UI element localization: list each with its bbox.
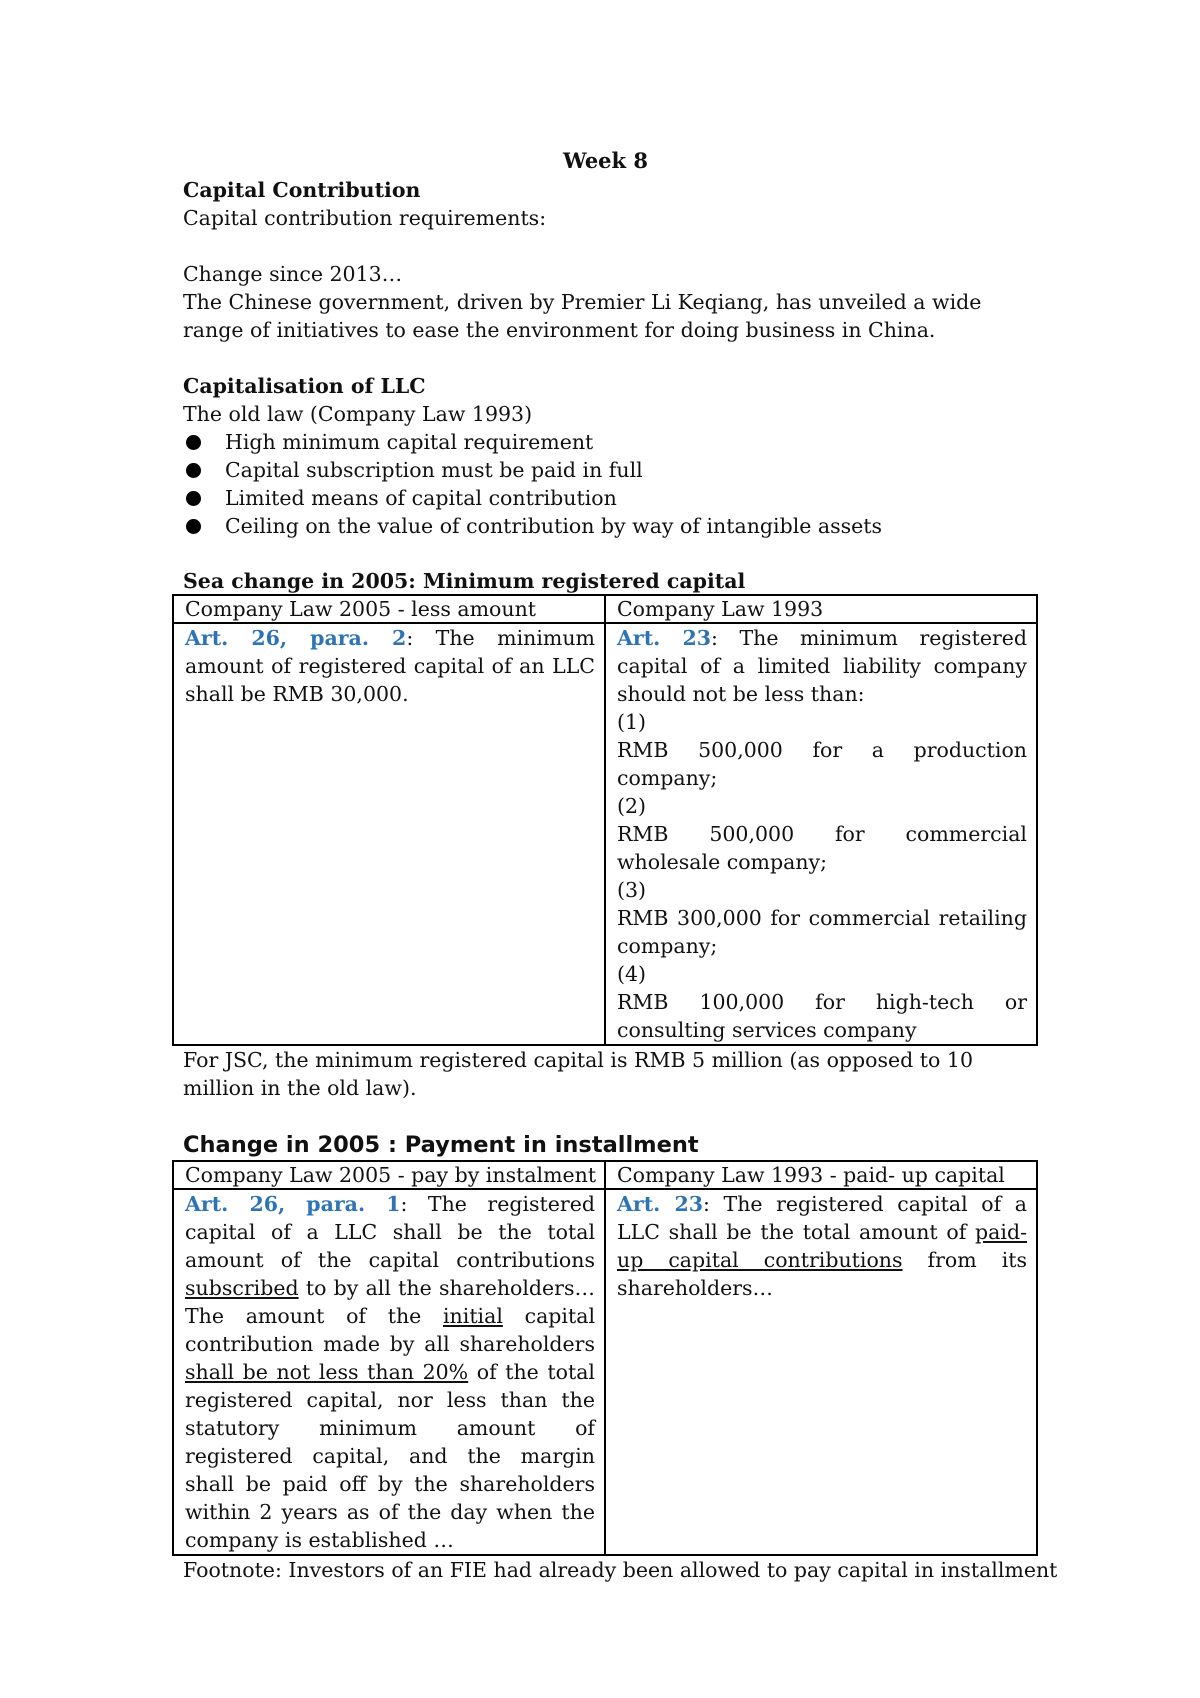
jsc-note: For JSC, the minimum registered capital is RMB 5 million (as opposed to 10 million in the old law).	[183, 1048, 973, 1100]
item-text: RMB 500,000 for a production company;	[617, 738, 1027, 790]
item-text: RMB 300,000 for commercial retailing company;	[617, 906, 1027, 958]
page-title: Week 8	[562, 148, 649, 173]
bullet-text: Ceiling on the value of contribution by way of intangible assets	[225, 514, 883, 538]
bullet-text: Capital subscription must be paid in full	[225, 458, 643, 482]
table-row	[173, 623, 1037, 1045]
underlined-term: subscribed	[185, 1276, 299, 1300]
header-cell-1993: Company Law 1993 - paid- up capital	[605, 1161, 1037, 1189]
section-heading-capital-contribution: Capital Contribution	[183, 178, 421, 202]
old-law-intro: The old law (Company Law 1993)	[183, 402, 533, 426]
footnote: Footnote: Investors of an FIE had already been allowed to pay capital in installment	[183, 1558, 1058, 1582]
spacer	[183, 1102, 1028, 1130]
article-reference: Art. 26, para. 2	[185, 626, 407, 650]
spacer	[183, 540, 1028, 568]
underlined-term: paid-up capital contributions	[617, 1220, 1027, 1272]
bullet-icon	[186, 463, 201, 478]
article-text: : The registered capital of a LLC shall be the total amount of	[617, 1192, 1027, 1244]
underlined-term: initial	[443, 1304, 503, 1328]
minimum-capital-table	[172, 594, 1038, 1046]
document-page	[183, 146, 1058, 1584]
bullet-icon	[186, 519, 201, 534]
article-text: of the total registered capital, nor less than the statutory minimum amount of registered capital, and the margin shall be paid off by the shareholders within 2 years as of the day when the company is established …	[185, 1360, 595, 1552]
item-number: (2)	[617, 794, 647, 818]
list-item	[183, 428, 1028, 456]
item-text: RMB 100,000 for high-tech or consulting services company	[617, 990, 1027, 1042]
spacer	[183, 344, 1028, 372]
item-number: (1)	[617, 710, 647, 734]
item-number: (4)	[617, 962, 647, 986]
section-heading-capitalisation: Capitalisation of LLC	[183, 374, 426, 398]
subheading-requirements: Capital contribution requirements:	[183, 206, 547, 230]
header-cell-1993: Company Law 1993	[605, 595, 1037, 623]
spacer	[183, 232, 1028, 260]
installment-table	[172, 1160, 1038, 1556]
bullet-text: High minimum capital requirement	[225, 430, 594, 454]
list-item	[183, 484, 1028, 512]
article-reference: Art. 26, para. 1	[185, 1192, 401, 1216]
item-number: (3)	[617, 878, 647, 902]
header-cell-2005: Company Law 2005 - less amount	[173, 595, 605, 623]
table-row	[173, 1189, 1037, 1555]
bullet-icon	[186, 435, 201, 450]
article-text: capital contribution made by all shareholders	[185, 1304, 595, 1356]
cell-2005-text	[173, 1189, 605, 1555]
list-item	[183, 456, 1028, 484]
underlined-term: shall be not less than 20%	[185, 1360, 469, 1384]
cell-1993-text	[605, 623, 1037, 1045]
table-header-row	[173, 595, 1037, 623]
article-text: from its shareholders…	[617, 1248, 1028, 1300]
article-text: : The registered capital of a LLC shall be the total amount of the capital contributions	[185, 1192, 595, 1272]
section-heading-installment: Change in 2005 : Payment in installment	[183, 1132, 699, 1158]
cell-2005-text	[173, 623, 605, 1045]
list-item	[183, 512, 1028, 540]
table-header-row	[173, 1161, 1037, 1189]
bullet-icon	[186, 491, 201, 506]
article-text: : The minimum amount of registered capital of an LLC shall be RMB 30,000.	[185, 626, 595, 706]
change-label: Change since 2013…	[183, 262, 403, 286]
item-text: RMB 500,000 for commercial wholesale company;	[617, 822, 1027, 874]
article-text: to by all the shareholders… The amount of the	[185, 1276, 595, 1328]
old-law-bullet-list	[183, 428, 1028, 540]
article-reference: Art. 23	[617, 626, 712, 650]
cell-1993-text	[605, 1189, 1037, 1555]
article-reference: Art. 23	[617, 1192, 704, 1216]
article-text: : The minimum registered capital of a limited liability company should not be less than:	[617, 626, 1028, 706]
bullet-text: Limited means of capital contribution	[225, 486, 617, 510]
section-heading-sea-change: Sea change in 2005: Minimum registered capital	[183, 569, 746, 593]
header-cell-2005: Company Law 2005 - pay by instalment	[173, 1161, 605, 1189]
intro-paragraph: The Chinese government, driven by Premier Li Keqiang, has unveiled a wide range of initiatives to ease the environment for doing business in China.	[183, 290, 982, 342]
